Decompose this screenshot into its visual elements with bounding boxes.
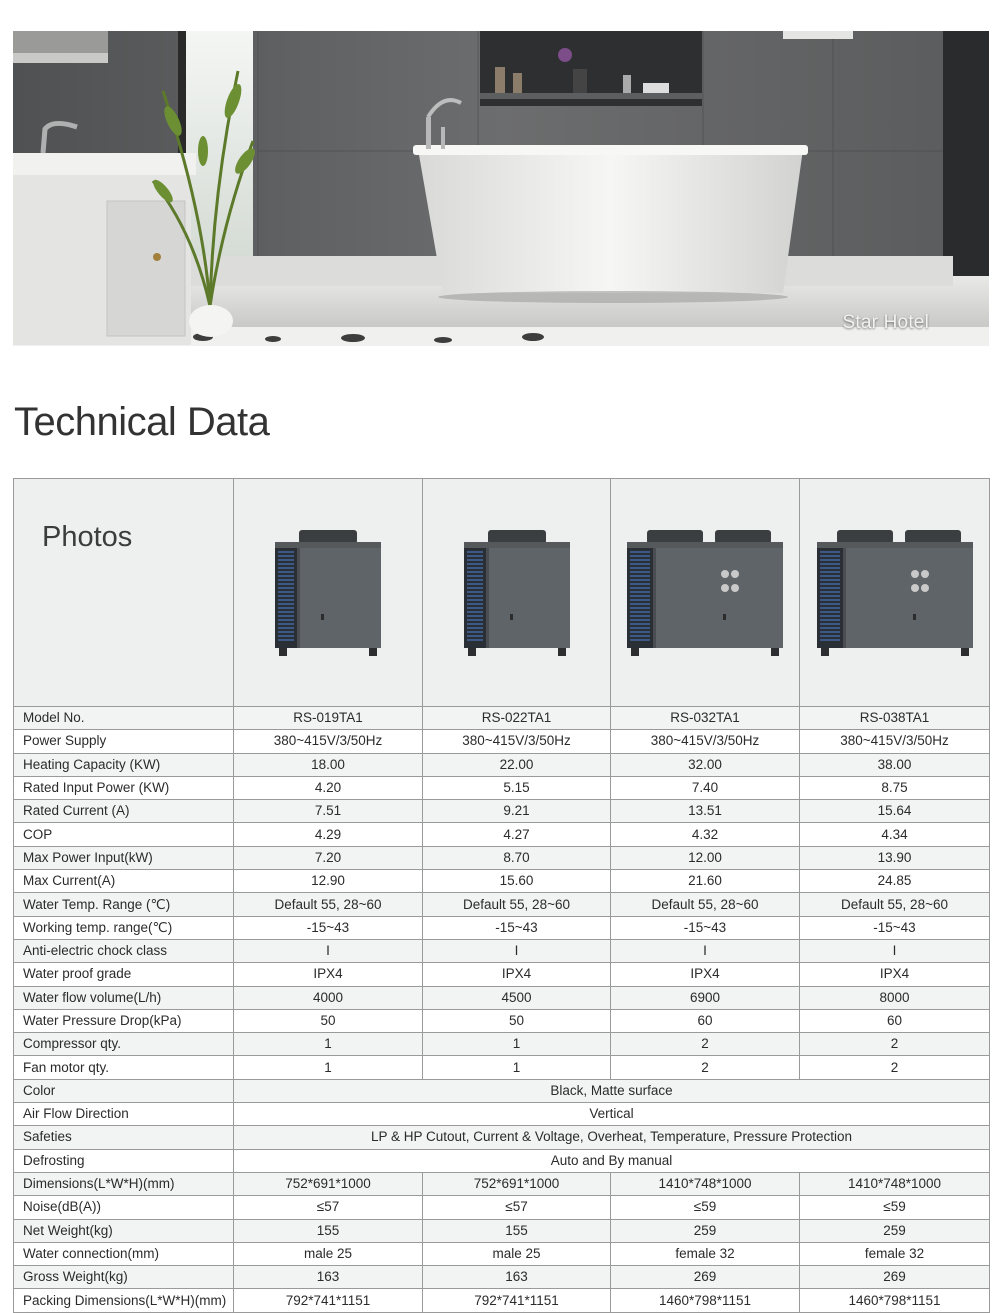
value-cell: 752*691*1000 — [234, 1172, 423, 1195]
value-cell: 12.90 — [234, 870, 423, 893]
table-row — [14, 1289, 990, 1312]
heat-pump-unit-image — [462, 528, 572, 658]
row-label: Water connection(mm) — [14, 1242, 234, 1265]
value-cell: 1 — [423, 1033, 611, 1056]
row-label: Heating Capacity (KW) — [14, 753, 234, 776]
value-cell: IPX4 — [234, 963, 423, 986]
value-cell: 60 — [611, 1009, 800, 1032]
value-cell: 60 — [800, 1009, 990, 1032]
value-cell: RS-019TA1 — [234, 707, 423, 730]
value-cell: 7.40 — [611, 776, 800, 799]
value-cell: Default 55, 28~60 — [234, 893, 423, 916]
table-row — [14, 1149, 990, 1172]
merged-value-cell: LP & HP Cutout, Current & Voltage, Overheat, Temperature, Pressure Protection — [234, 1126, 990, 1149]
value-cell: 269 — [611, 1266, 800, 1289]
table-row — [14, 1056, 990, 1079]
value-cell: Default 55, 28~60 — [611, 893, 800, 916]
value-cell: 4500 — [423, 986, 611, 1009]
value-cell: 4.27 — [423, 823, 611, 846]
table-row — [14, 707, 990, 730]
row-label: Net Weight(kg) — [14, 1219, 234, 1242]
table-row — [14, 1266, 990, 1289]
value-cell: 792*741*1151 — [234, 1289, 423, 1312]
row-label: Rated Current (A) — [14, 800, 234, 823]
unit-photo-cell — [234, 479, 423, 707]
unit-photo-cell — [800, 479, 990, 707]
value-cell: 32.00 — [611, 753, 800, 776]
value-cell: 2 — [800, 1033, 990, 1056]
value-cell: 6900 — [611, 986, 800, 1009]
value-cell: 163 — [423, 1266, 611, 1289]
table-row — [14, 1242, 990, 1265]
row-label: Water Temp. Range (℃) — [14, 893, 234, 916]
table-row — [14, 1172, 990, 1195]
row-label: Power Supply — [14, 730, 234, 753]
unit-photo-cell — [423, 479, 611, 707]
table-row — [14, 870, 990, 893]
value-cell: 752*691*1000 — [423, 1172, 611, 1195]
value-cell: 269 — [800, 1266, 990, 1289]
value-cell: 155 — [423, 1219, 611, 1242]
row-label: Noise(dB(A)) — [14, 1196, 234, 1219]
heat-pump-unit-image — [625, 528, 785, 658]
merged-value-cell: Auto and By manual — [234, 1149, 990, 1172]
merged-value-cell: Vertical — [234, 1103, 990, 1126]
row-label: Working temp. range(℃) — [14, 916, 234, 939]
value-cell: IPX4 — [611, 963, 800, 986]
row-label: Water proof grade — [14, 963, 234, 986]
value-cell: 38.00 — [800, 753, 990, 776]
merged-value-cell: Black, Matte surface — [234, 1079, 990, 1102]
value-cell: 4.29 — [234, 823, 423, 846]
section-title: Technical Data — [14, 400, 270, 444]
table-row — [14, 846, 990, 869]
value-cell: 380~415V/3/50Hz — [800, 730, 990, 753]
value-cell: I — [611, 939, 800, 962]
row-label: COP — [14, 823, 234, 846]
value-cell: 8.75 — [800, 776, 990, 799]
value-cell: 1460*798*1151 — [611, 1289, 800, 1312]
value-cell: 259 — [800, 1219, 990, 1242]
technical-data-table — [13, 478, 990, 1313]
value-cell: 24.85 — [800, 870, 990, 893]
row-label: Defrosting — [14, 1149, 234, 1172]
value-cell: 9.21 — [423, 800, 611, 823]
table-row — [14, 1033, 990, 1056]
heat-pump-unit-image — [815, 528, 975, 658]
table-row — [14, 1219, 990, 1242]
row-label: Rated Input Power (KW) — [14, 776, 234, 799]
value-cell: male 25 — [234, 1242, 423, 1265]
value-cell: 1460*798*1151 — [800, 1289, 990, 1312]
value-cell: I — [800, 939, 990, 962]
value-cell: 2 — [800, 1056, 990, 1079]
value-cell: RS-032TA1 — [611, 707, 800, 730]
row-label: Packing Dimensions(L*W*H)(mm) — [14, 1289, 234, 1312]
value-cell: 380~415V/3/50Hz — [611, 730, 800, 753]
value-cell: 1 — [234, 1056, 423, 1079]
value-cell: Default 55, 28~60 — [423, 893, 611, 916]
table-row — [14, 730, 990, 753]
value-cell: 50 — [234, 1009, 423, 1032]
table-row — [14, 1009, 990, 1032]
hero-photo — [13, 31, 989, 346]
value-cell: IPX4 — [800, 963, 990, 986]
row-label: Compressor qty. — [14, 1033, 234, 1056]
value-cell: 13.90 — [800, 846, 990, 869]
value-cell: 155 — [234, 1219, 423, 1242]
row-label: Max Power Input(kW) — [14, 846, 234, 869]
value-cell: 7.20 — [234, 846, 423, 869]
table-row — [14, 986, 990, 1009]
value-cell: 792*741*1151 — [423, 1289, 611, 1312]
photos-label: Photos — [14, 479, 234, 707]
value-cell: 13.51 — [611, 800, 800, 823]
value-cell: 22.00 — [423, 753, 611, 776]
table-row — [14, 753, 990, 776]
table-row — [14, 893, 990, 916]
value-cell: 1410*748*1000 — [611, 1172, 800, 1195]
row-label: Water flow volume(L/h) — [14, 986, 234, 1009]
row-label: Color — [14, 1079, 234, 1102]
table-row — [14, 1103, 990, 1126]
value-cell: 5.15 — [423, 776, 611, 799]
value-cell: 380~415V/3/50Hz — [234, 730, 423, 753]
value-cell: ≤57 — [234, 1196, 423, 1219]
value-cell: RS-022TA1 — [423, 707, 611, 730]
row-label: Max Current(A) — [14, 870, 234, 893]
table-row — [14, 1196, 990, 1219]
value-cell: Default 55, 28~60 — [800, 893, 990, 916]
value-cell: 1410*748*1000 — [800, 1172, 990, 1195]
row-label: Anti-electric chock class — [14, 939, 234, 962]
value-cell: 7.51 — [234, 800, 423, 823]
table-row — [14, 800, 990, 823]
photos-row — [14, 479, 990, 707]
table-row — [14, 916, 990, 939]
value-cell: ≤59 — [800, 1196, 990, 1219]
value-cell: -15~43 — [611, 916, 800, 939]
value-cell: -15~43 — [234, 916, 423, 939]
value-cell: 8000 — [800, 986, 990, 1009]
row-label: Dimensions(L*W*H)(mm) — [14, 1172, 234, 1195]
table-row — [14, 1079, 990, 1102]
row-label: Air Flow Direction — [14, 1103, 234, 1126]
table-row — [14, 1126, 990, 1149]
bathroom-illustration — [13, 31, 989, 346]
heat-pump-unit-image — [273, 528, 383, 658]
row-label: Water Pressure Drop(kPa) — [14, 1009, 234, 1032]
value-cell: 259 — [611, 1219, 800, 1242]
value-cell: ≤59 — [611, 1196, 800, 1219]
table-row — [14, 776, 990, 799]
value-cell: 2 — [611, 1033, 800, 1056]
value-cell: 4000 — [234, 986, 423, 1009]
row-label: Fan motor qty. — [14, 1056, 234, 1079]
table-row — [14, 939, 990, 962]
value-cell: female 32 — [800, 1242, 990, 1265]
value-cell: 1 — [234, 1033, 423, 1056]
value-cell: male 25 — [423, 1242, 611, 1265]
value-cell: RS-038TA1 — [800, 707, 990, 730]
value-cell: 4.20 — [234, 776, 423, 799]
value-cell: 18.00 — [234, 753, 423, 776]
value-cell: 15.60 — [423, 870, 611, 893]
unit-photo-cell — [611, 479, 800, 707]
row-label: Gross Weight(kg) — [14, 1266, 234, 1289]
value-cell: 380~415V/3/50Hz — [423, 730, 611, 753]
hero-caption: Star Hotel — [842, 312, 929, 333]
value-cell: ≤57 — [423, 1196, 611, 1219]
value-cell: 21.60 — [611, 870, 800, 893]
value-cell: 8.70 — [423, 846, 611, 869]
value-cell: IPX4 — [423, 963, 611, 986]
value-cell: I — [423, 939, 611, 962]
row-label: Safeties — [14, 1126, 234, 1149]
value-cell: 50 — [423, 1009, 611, 1032]
value-cell: 2 — [611, 1056, 800, 1079]
value-cell: female 32 — [611, 1242, 800, 1265]
value-cell: 12.00 — [611, 846, 800, 869]
value-cell: -15~43 — [423, 916, 611, 939]
value-cell: I — [234, 939, 423, 962]
value-cell: 4.32 — [611, 823, 800, 846]
table-row — [14, 963, 990, 986]
value-cell: 1 — [423, 1056, 611, 1079]
value-cell: 15.64 — [800, 800, 990, 823]
value-cell: -15~43 — [800, 916, 990, 939]
row-label: Model No. — [14, 707, 234, 730]
value-cell: 163 — [234, 1266, 423, 1289]
table-row — [14, 823, 990, 846]
value-cell: 4.34 — [800, 823, 990, 846]
